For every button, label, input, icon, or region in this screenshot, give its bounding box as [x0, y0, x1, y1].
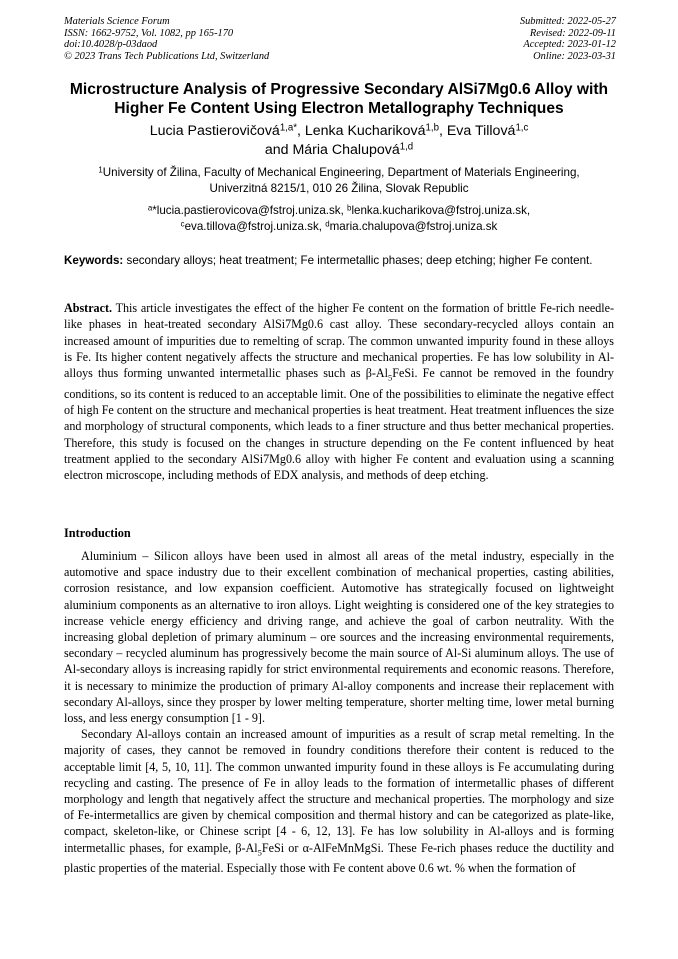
author-name: Mária Chalupová	[292, 141, 400, 158]
email-link[interactable]: eva.tillova@fstroj.uniza.sk,	[184, 219, 326, 233]
date-submitted: Submitted: 2022-05-27	[519, 16, 616, 27]
introduction-body	[64, 548, 614, 876]
subscript: 5	[257, 847, 262, 858]
author-name: Eva Tillová	[446, 123, 516, 139]
affiliation-mark: 1	[98, 165, 103, 175]
email-mark: a	[147, 203, 153, 213]
author-name: Lucia Pastierovičová	[149, 123, 280, 139]
paragraph-text: FeSi or α-AlFeMnMgSi. These Fe-rich phases reduce the ductility and plastic properties of the material. Especially those with Fe content above 0.6 wt. % when the formation of	[64, 840, 614, 876]
email-mark: c	[180, 219, 185, 229]
paragraph	[64, 726, 614, 876]
copyright: © 2023 Trans Tech Publications Ltd, Switzerland	[64, 50, 270, 62]
publication-dates	[520, 16, 616, 62]
email-mark: b	[347, 203, 352, 213]
date-online: Online: 2023-03-31	[533, 50, 616, 62]
author-separator: ,	[438, 123, 447, 139]
author-list	[60, 122, 618, 159]
journal-name: Materials Science Forum	[64, 16, 170, 27]
affiliation-line: Univerzitná 8215/1, 010 26 Žilina, Slovak Republic	[209, 182, 469, 196]
affiliation-line: University of Žilina, Faculty of Mechanical Engineering, Department of Materials Engineering,	[102, 166, 580, 179]
abstract-text: This article investigates the effect of the higher Fe content on the formation of brittle Fe-rich needle-like phases in heat-treated secondary AlSi7Mg0.6 cast alloy. These secondary-recycled alloys contain an increased amount of impurities due to remelting of scrap. The common unwanted impurity found in these alloys is Fe. Its higher content negatively affects the structure and mechanical properties. Fe has low solubility in Al-alloys thus forming unwanted intermetallic phases such as β-Al	[64, 301, 614, 381]
journal-info	[64, 16, 269, 62]
email-link[interactable]: maria.chalupova@fstroj.uniza.sk	[329, 219, 498, 233]
author-emails	[60, 203, 618, 235]
affiliation	[60, 165, 618, 198]
issn: ISSN: 1662-9752, Vol. 1082, pp 165-170	[64, 27, 234, 39]
author-affiliation-mark: 1,a*	[279, 122, 297, 134]
abstract	[64, 300, 614, 484]
author-separator: ,	[296, 123, 305, 139]
introduction-heading: Introduction	[64, 526, 131, 540]
keywords	[64, 253, 614, 269]
abstract-text: FeSi. Fe cannot be removed in the foundry conditions, so its content is reduced to an acceptable limit. One of the possibilities to eliminate the negative effect of high Fe content on the structure and mechanical properties is heat treatment. Heat treatment influences the size and morphology of structural components, which leads to a finer structure and thus better mechanical properties. Therefore, this study is focused on the changes in structure depending on the Fe content influenced by heat treatment applied to the secondary AlSi7Mg0.6 alloy with higher Fe content and evaluation using a scanning electron microscope, including methods of EDX analysis, and methods of deep etching.	[64, 366, 614, 483]
email-mark: d	[325, 219, 330, 229]
date-accepted: Accepted: 2023-01-12	[523, 39, 616, 51]
keywords-text: secondary alloys; heat treatment; Fe intermetallic phases; deep etching; higher Fe content.	[126, 254, 593, 267]
subscript: 5	[388, 372, 393, 383]
abstract-label: Abstract.	[64, 301, 113, 315]
doi[interactable]: doi:10.4028/p-03daod	[64, 39, 158, 51]
paragraph-text: Secondary Al-alloys contain an increased amount of impurities as a result of scrap metal remelting. In the majority of cases, they cannot be removed in foundry conditions therefore their content is reduced to the acceptable limit [4, 5, 10, 11]. The common unwanted impurity found in these alloys is Fe accumulating during recycling and casting. The presence of Fe in alloy leads to the formation of intermetallic phases of different morphology and length that negatively affect the structure and mechanical properties. The morphology and size of Fe-intermetallics are given by chemical composition and thermal history and can be categorized as plate-like, compact, skeleton-like, or Chinese script [4 - 6, 12, 13]. Fe has low solubility in Al-alloys and is forming intermetallic phases, for example, β-Al	[64, 727, 614, 855]
date-revised: Revised: 2022-09-11	[529, 27, 616, 39]
author-conjunction: and	[264, 141, 293, 158]
author-name: Lenka Kuchariková	[304, 123, 426, 139]
author-affiliation-mark: 1,b	[425, 122, 439, 134]
keywords-label: Keywords:	[64, 254, 124, 267]
paper-title: Microstructure Analysis of Progressive Secondary AlSi7Mg0.6 Alloy with Higher Fe Content Using Electron Metallography Techniques	[69, 81, 609, 117]
email-link[interactable]: lenka.kucharikova@fstroj.uniza.sk,	[351, 204, 531, 217]
paragraph: Aluminium – Silicon alloys have been used in almost all areas of the metal industry, especially in the automotive and space industry due to their excellent combination of mechanical properties, casting abilities, corrosion resistance, and low expansion coefficient. Automotive has strategically focused on lightweight aluminium components as an alternative to iron alloys. Light weighting is considered one of the key strategies to increase vehicle energy efficiency and driving range, and achieve the goal of carbon neutrality. With the increasing global depletion of primary aluminum – ore sources and the increasing environmental requirements, secondary – recycled aluminum has progressively become the main source of Al-Si aluminum alloys. The use of Al-secondary alloys is increasing rapidly for strict environmental requirements and economic reasons. Therefore, it is necessary to minimize the production of primary Al-alloy components and increase their replacement with secondary Al-alloys, since they prosper by lower melting temperature, shorter melting time, lower metal burning loss, and less energy consumption [1 - 9].	[64, 549, 614, 726]
email-link[interactable]: *lucia.pastierovicova@fstroj.uniza.sk,	[152, 204, 348, 217]
author-affiliation-mark: 1,c	[515, 122, 529, 134]
author-affiliation-mark: 1,d	[399, 141, 414, 153]
